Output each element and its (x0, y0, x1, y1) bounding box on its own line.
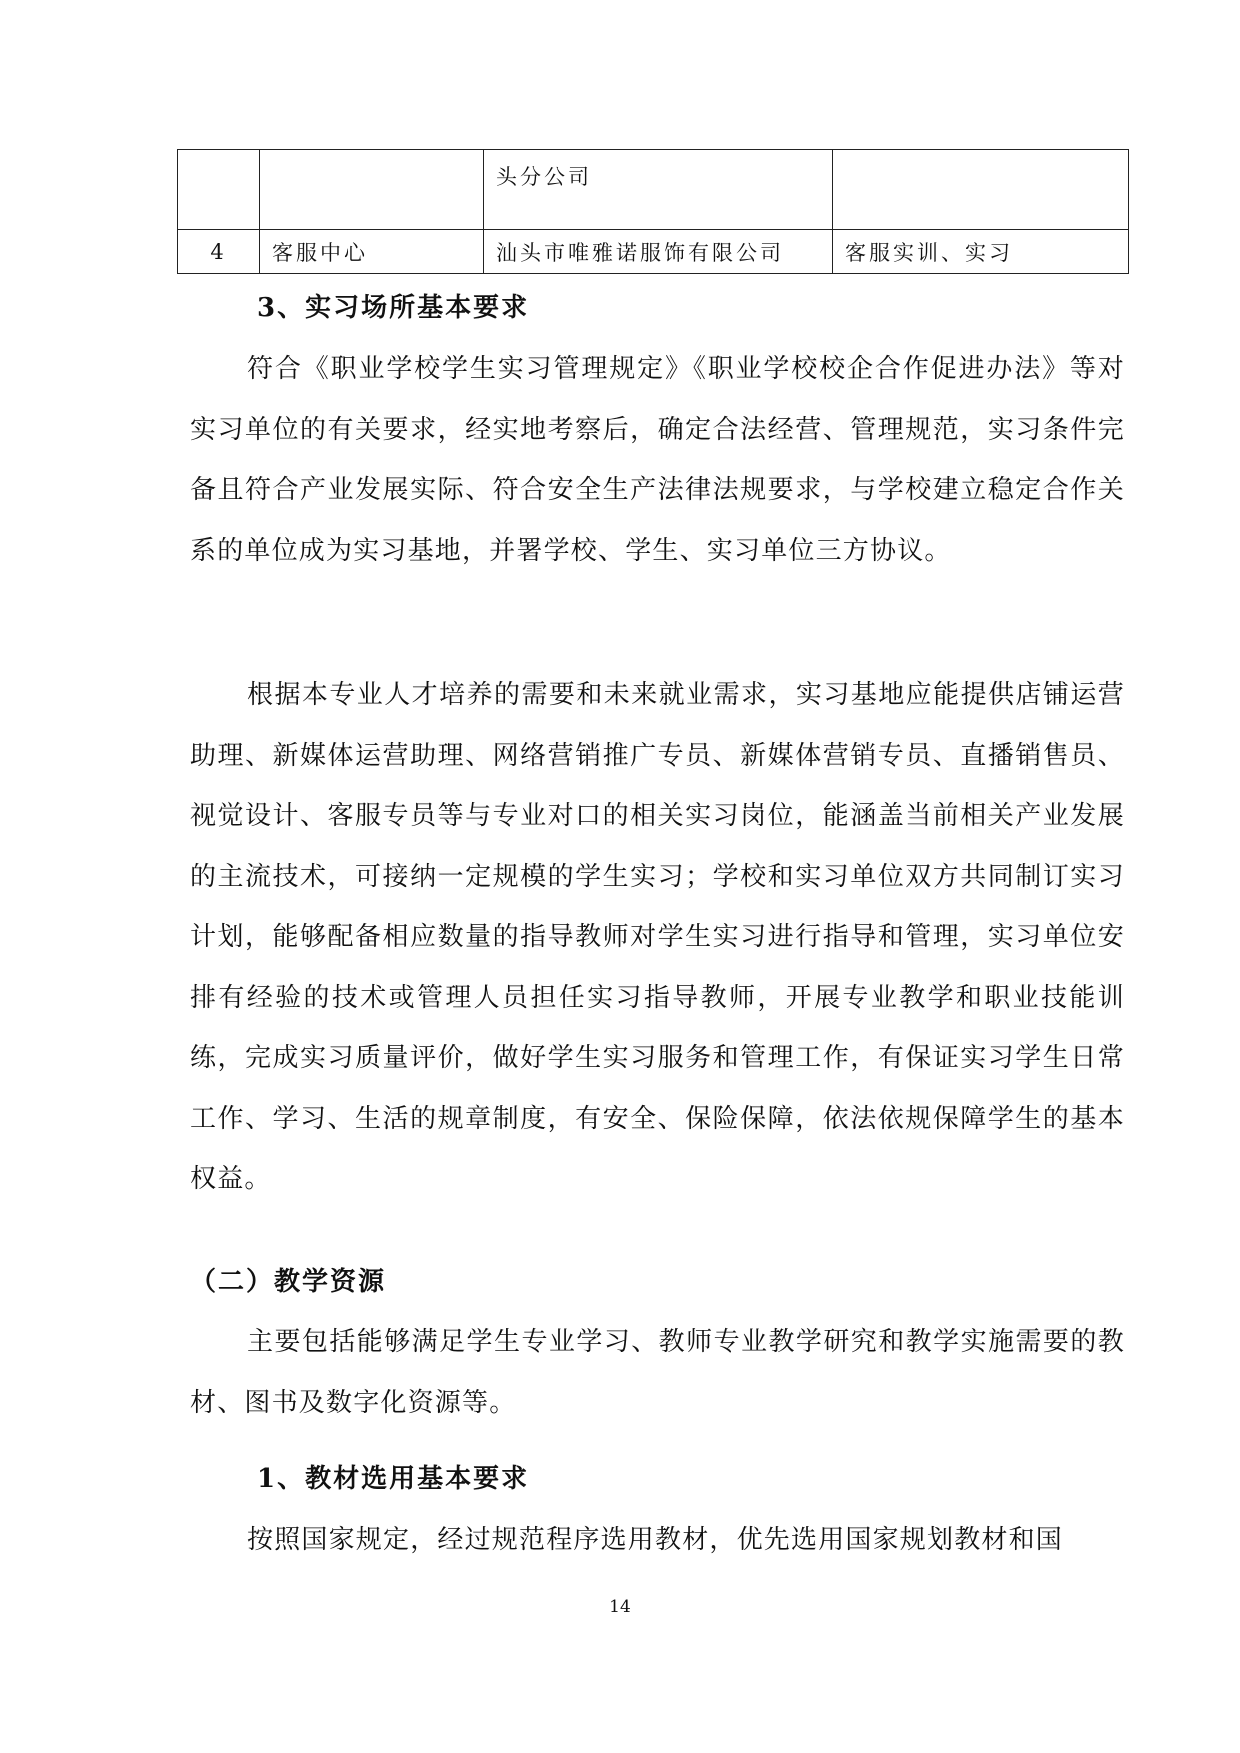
table-row (178, 230, 1129, 274)
page-number: 14 (609, 1597, 631, 1617)
teaching-resources-paragraph: 主要包括能够满足学生专业学习、教师专业教学研究和教学实施需要的教材、图书及数字化资源等。 (190, 1327, 1125, 1418)
table-cell-purpose (833, 150, 1129, 230)
table-cell-number: 4 (178, 230, 260, 274)
table-cell-purpose: 客服实训、实习 (833, 230, 1129, 274)
teaching-resources-heading: （二）教学资源 (190, 1267, 387, 1297)
site-requirements-heading: 3、实习场所基本要求 (257, 293, 530, 323)
site-requirements-paragraph-1: 符合《职业学校学生实习管理规定》《职业学校校企合作促进办法》等对实习单位的有关要求，经实地考察后，确定合法经营、管理规范，实习条件完备且符合产业发展实际、符合安全生产法律法规要求，与学校建立稳定合作关系的单位成为实习基地，并署学校、学生、实习单位三方协议。 (190, 354, 1125, 566)
table-row (178, 150, 1129, 230)
table-cell-company: 头分公司 (484, 150, 833, 230)
site-requirements-paragraph-2: 根据本专业人才培养的需要和未来就业需求，实习基地应能提供店铺运营助理、新媒体运营助理、网络营销推广专员、新媒体营销专员、直播销售员、视觉设计、客服专员等与专业对口的相关实习岗位，能涵盖当前相关产业发展的主流技术，可接纳一定规模的学生实习；学校和实习单位双方共同制订实习计划，能够配备相应数量的指导教师对学生实习进行指导和管理，实习单位安排有经验的技术或管理人员担任实习指导教师，开展专业教学和职业技能训练，完成实习质量评价，做好学生实习服务和管理工作，有保证实习学生日常工作、学习、生活的规章制度，有安全、保险保障，依法依规保障学生的基本权益。 (190, 680, 1125, 1194)
table-cell-department: 客服中心 (260, 230, 484, 274)
textbook-paragraph: 按照国家规定，经过规范程序选用教材，优先选用国家规划教材和国 (247, 1525, 1064, 1555)
practice-base-table (177, 149, 1129, 274)
table-cell-company: 汕头市唯雅诺服饰有限公司 (484, 230, 833, 274)
textbook-heading: 1、教材选用基本要求 (257, 1464, 530, 1494)
table-cell-department (260, 150, 484, 230)
table-cell-number (178, 150, 260, 230)
